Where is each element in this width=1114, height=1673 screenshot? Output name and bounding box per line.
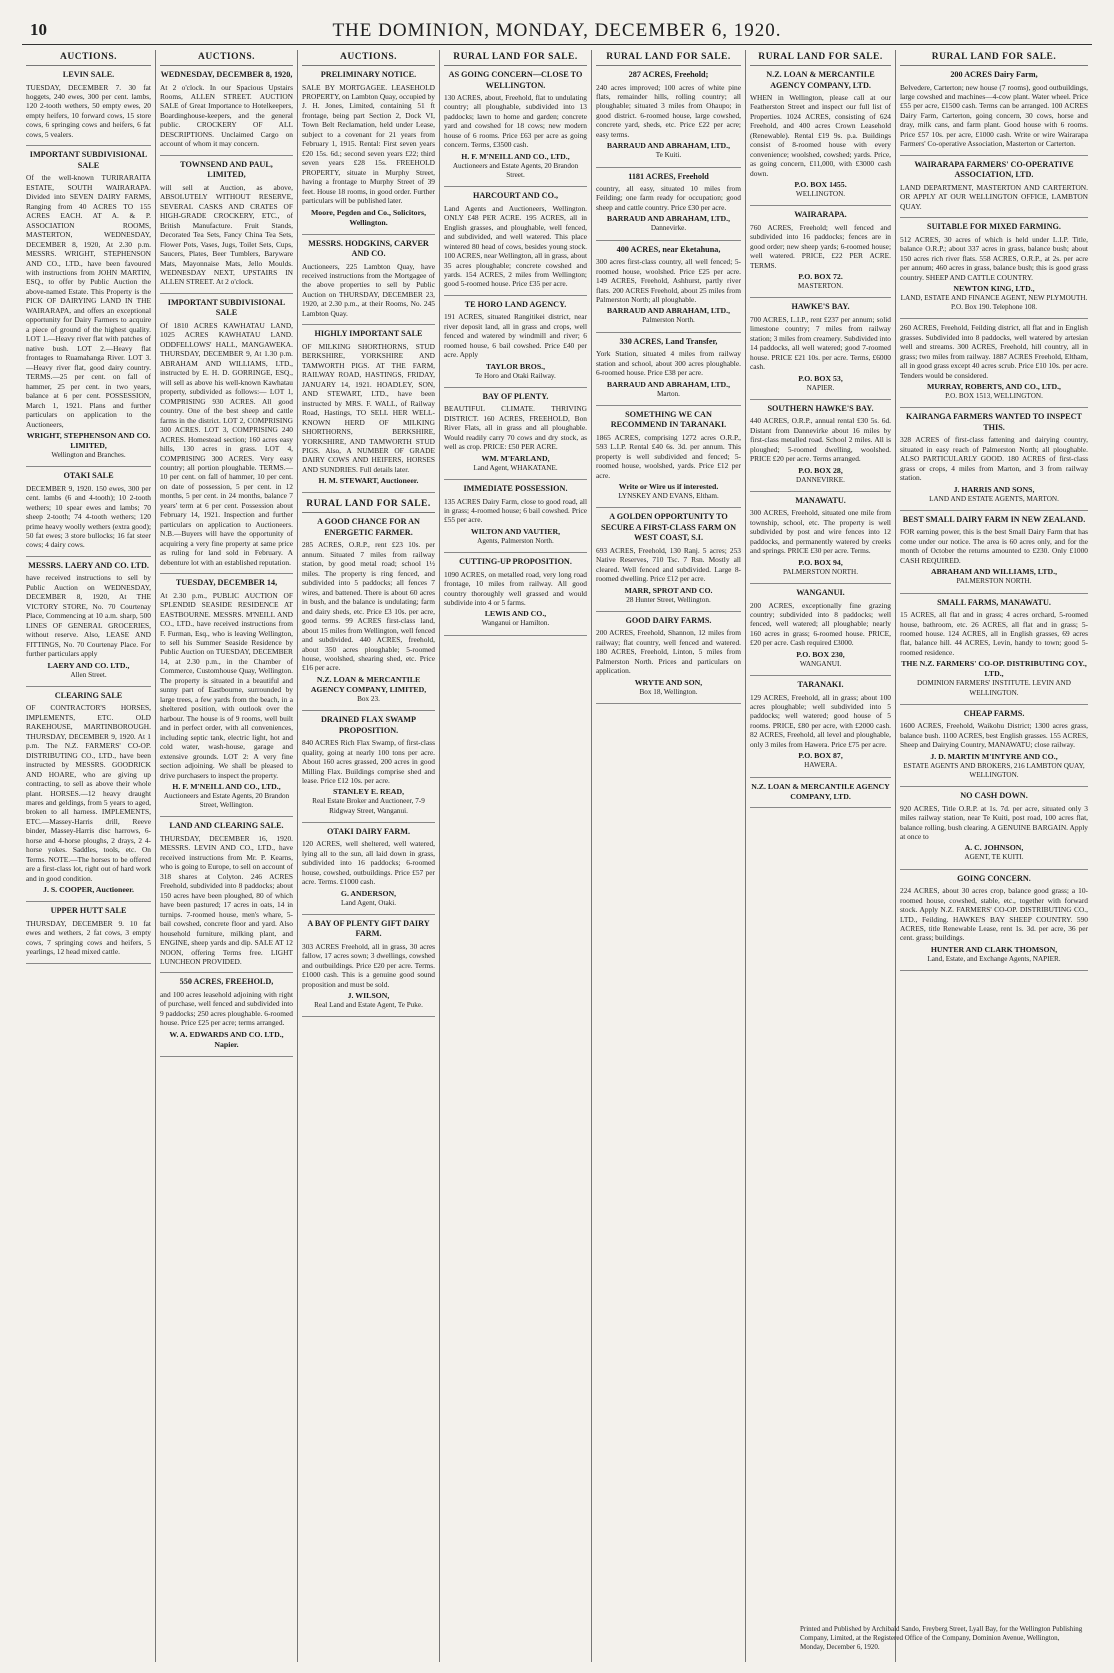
ad-heading: LAND AND CLEARING SALE. bbox=[169, 821, 284, 831]
ad-signature: J. S. COOPER, Auctioneer. bbox=[43, 885, 134, 895]
ad-signature: NEWTON KING, LTD., bbox=[953, 284, 1035, 294]
ad-address: WANGANUI. bbox=[799, 659, 842, 668]
ad-divider bbox=[444, 635, 587, 636]
ad-heading: MANAWATU. bbox=[795, 495, 846, 505]
ad-heading: GOING CONCERN. bbox=[957, 873, 1031, 883]
ad-signature: P.O. BOX 53, bbox=[798, 373, 843, 383]
ad-divider bbox=[26, 466, 151, 467]
ad-heading: CHEAP FARMS. bbox=[963, 708, 1025, 718]
advertisement bbox=[900, 791, 1088, 863]
ad-body: and 100 acres leasehold adjoining with right of purchase, well fenced and subdivided into 9 paddocks; 250 acres ploughable. 6-roomed house. Price £25 per acre; terms arranged. bbox=[160, 989, 293, 1028]
ad-heading: AS GOING CONCERN—CLOSE TO WELLINGTON. bbox=[448, 70, 583, 90]
ad-divider bbox=[900, 155, 1088, 156]
ad-address: Land Agent, Otaki. bbox=[340, 898, 397, 907]
ad-address: DANNEVIRKE. bbox=[796, 475, 845, 484]
advertisement bbox=[444, 300, 587, 381]
ad-address: Real Estate Broker and Auctioneer, 7-9 Ridgway Street, Wanganui. bbox=[312, 797, 425, 815]
ad-divider bbox=[596, 240, 741, 241]
ad-heading: A BAY OF PLENTY GIFT DAIRY FARM. bbox=[307, 918, 430, 939]
ad-address: Land, Estate, and Exchange Agents, NAPIER. bbox=[927, 954, 1061, 963]
ad-body: 191 ACRES, situated Rangitikei district, near river deposit land, all in grass and crops, well fenced and watered by windmill and river; 6 roomed house, 6 bail cowshed. Price £40 per acre. Apply bbox=[444, 312, 587, 360]
ad-body: 1865 ACRES, comprising 1272 acres O.R.P., 593 L.I.P. Rental £40 6s. 3d. per annum. This property is well subdivided and fenced; 5-roomed house, woolshed, yards. Price £12 per acre. bbox=[596, 432, 741, 480]
ad-address: LYNSKEY AND EVANS, Eltham. bbox=[618, 492, 719, 501]
ad-heading: HIGHLY IMPORTANT SALE bbox=[314, 329, 423, 339]
ad-divider bbox=[900, 786, 1088, 787]
ad-body: OF CONTRACTOR'S HORSES, IMPLEMENTS, ETC. OLD RAKEHOUSE, MARTINBOROUGH. THURSDAY, DECEMBER 9, 1920. At 1 p.m. The N.Z. FARMERS' CO-OP. DISTRIBUTING CO., LTD., have been instructed by MESSRS. GOODRICK AND HOARE, who are giving up contracting, to sell as above their whole plant. HORSES.—12 heavy draught mares and geldings, from 5 years to aged, broken to all harness. IMPLEMENTS, ETC.—Massey-Harris drill, Reeve binder, Massey-Harris disc harrows, 6-horse and 4-horse ploughs, 2 drays, 2 4-horse yokes. Saddles, tools, etc. On Terms. NOTE.—The horses to be offered are a first-class lot, right out of hard work and in good condition. bbox=[26, 703, 151, 883]
ad-body: 300 ACRES, Freehold, situated one mile from township, school, etc. The property is well subdivided by post and wire fences into 12 paddocks, and permanently watered by creeks and springs. PRICE £30 per acre. Terms. bbox=[750, 508, 891, 556]
advertisement bbox=[596, 616, 741, 697]
ad-divider bbox=[444, 295, 587, 296]
column-5 bbox=[592, 50, 746, 1662]
ad-signature: P.O. BOX 230, bbox=[796, 649, 845, 659]
ad-signature: BARRAUD AND ABRAHAM, LTD., bbox=[606, 379, 731, 389]
ad-body: 700 ACRES, L.I.P., rent £237 per annum; solid limestone country; 7 miles from railway station; 3 miles from creamery. Subdivided into 14 paddocks, all well watered; good 7-roomed house. PRICE £21 10s. per acre. Terms, £6000 cash. bbox=[750, 314, 891, 372]
advertisement bbox=[750, 588, 891, 669]
advertisement bbox=[444, 392, 587, 473]
ad-heading: WEDNESDAY, DECEMBER 8, 1920, bbox=[160, 70, 293, 79]
ad-divider bbox=[444, 387, 587, 388]
ad-signature: Write or Wire us if interested. bbox=[618, 482, 719, 492]
ad-divider bbox=[750, 297, 891, 298]
ad-heading: TARANAKI. bbox=[797, 680, 844, 690]
ad-signature: BARRAUD AND ABRAHAM, LTD., bbox=[606, 306, 731, 316]
ad-divider bbox=[160, 155, 293, 156]
ad-heading: IMPORTANT SUBDIVISIONAL SALE bbox=[167, 297, 286, 318]
ad-divider bbox=[302, 914, 435, 915]
ad-heading: N.Z. LOAN & MERCANTILE AGENCY COMPANY, LTD. bbox=[766, 70, 875, 90]
ad-signature: LAERY AND CO. LTD., bbox=[47, 660, 130, 670]
ad-heading: TOWNSEND AND PAUL, LIMITED, bbox=[180, 159, 273, 180]
ad-heading: NO CASH DOWN. bbox=[960, 791, 1028, 801]
ad-address: Wanganui or Hamilton. bbox=[481, 619, 550, 628]
ad-divider bbox=[444, 186, 587, 187]
ad-body: 240 acres improved; 100 acres of white pine flats, remainder hills, rolling country; all ploughable; situated 3 miles from Ohaupo; in good district. 6-roomed house, large cowshed, concrete yard, sheds, etc. Price £22 per acre; easy terms. bbox=[596, 82, 741, 139]
ad-body: At 2 o'clock. In our Spacious Upstairs Rooms, ALLEN STREET. AUCTION SALE of Great Importance to Hotelkeepers, Boardinghouse-keepers, and the general public. CROCKERY OF ALL DESCRIPTIONS. Unclaimed Cargo on account of whom it may concern. bbox=[160, 82, 293, 149]
ad-heading: BEST SMALL DAIRY FARM IN NEW ZEALAND. bbox=[902, 514, 1086, 524]
ad-body: 135 ACRES Dairy Farm, close to good road, all in grass; 4-roomed house; 6 bail cowshed. Price £55 per acre. bbox=[444, 496, 587, 525]
ad-signature: J. D. MARTIN M'INTYRE AND CO., bbox=[930, 751, 1058, 761]
advertisement bbox=[900, 412, 1088, 504]
ad-address: Real Land and Estate Agent, Te Puke. bbox=[314, 1001, 423, 1010]
newspaper-title: THE DOMINION, MONDAY, DECEMBER 6, 1920. bbox=[332, 20, 782, 41]
advertisement bbox=[750, 70, 891, 199]
ad-body: SALE BY MORTGAGEE. LEASEHOLD PROPERTY, on Lambton Quay, occupied by J. H. Jones, Limited, containing 51 ft frontage, being part Section 2, Dock VI, Town Belt Reclamation, held under Lease, subject to a covenant for 21 years from February 1, 1915. Rental: First seven years £20 15s. 6d.; second seven years £22; third seven years £28 15s. FREEHOLD PROPERTY, situate in Murphy Street, having a frontage to Murphy Street of 39 feet. House 18 rooms, in good order. Further particulars will be published later. bbox=[302, 82, 435, 206]
ad-body: 260 ACRES, Freehold, Feilding district, all flat and in English grasses. Subdivided into 8 paddocks, well watered by artesian well and streams. 300 ACRES, Freehold, hill country, all in grass; two miles from railway. 1887 ACRES Freehold, Eltham, all in good grass except 40 acres scrub. Price £10 10s. per acre. Tenders would be considered. bbox=[900, 323, 1088, 380]
ad-heading: BAY OF PLENTY. bbox=[482, 391, 549, 401]
ad-divider bbox=[750, 675, 891, 676]
advertisement bbox=[900, 598, 1088, 698]
ad-address: Palmerston North. bbox=[642, 316, 695, 325]
ad-heading: DRAINED FLAX SWAMP PROPOSITION. bbox=[320, 715, 417, 735]
advertisement bbox=[26, 691, 151, 895]
ad-signature: MURRAY, ROBERTS, AND CO., LTD., bbox=[926, 382, 1062, 392]
advertisement bbox=[444, 191, 587, 289]
ad-divider bbox=[302, 324, 435, 325]
ad-body: will sell at Auction, as above, ABSOLUTELY WITHOUT RESERVE, SEVERAL CASKS AND CRATES OF HIGH-GRADE CROCKERY, ETC., of British Manufacture. Fruit Stands, Decorated Tea Sets, Fancy China Tea Sets, Flower Pots, Vases, Jugs, Toilet Sets, Cups, Saucers, Plates, Beer Tumblers, Baryware Mats, Mayonnaise Mats, Jello Moulds. WEDNESDAY NEXT, UPSTAIRS IN ALLEN STREET. At 2 o'clock. bbox=[160, 182, 293, 287]
advertisement bbox=[302, 919, 435, 1011]
ad-address: Dannevirke. bbox=[650, 224, 687, 233]
ad-heading: WAIRARAPA FARMERS' CO-OPERATIVE ASSOCIATION, LTD. bbox=[914, 159, 1074, 180]
ad-address: P.O. BOX 1513, WELLINGTON. bbox=[945, 392, 1043, 401]
advertisement bbox=[302, 329, 435, 486]
advertisement bbox=[900, 70, 1088, 149]
column-heading: AUCTIONS. bbox=[26, 50, 151, 66]
advertisement bbox=[160, 298, 293, 567]
masthead bbox=[22, 18, 1092, 45]
ad-heading: PRELIMINARY NOTICE. bbox=[320, 70, 417, 79]
advertisement bbox=[750, 302, 891, 393]
ad-body: 130 ACRES, about, Freehold, flat to undulating country; all ploughable, subdivided into 13 paddocks; lawn to home and garden; concrete yard and cowshed for 18 cows; new modern house of 6 rooms. Price £63 per acre as going concern. Terms, £3500 cash. bbox=[444, 93, 587, 150]
ad-signature: J. HARRIS AND SONS, bbox=[953, 484, 1035, 494]
ad-address: WELLINGTON. bbox=[795, 190, 846, 199]
advertisement bbox=[444, 70, 587, 180]
ad-heading: IMMEDIATE POSSESSION. bbox=[463, 484, 568, 493]
advertisement bbox=[900, 160, 1088, 211]
ad-body: 760 ACRES, Freehold; well fenced and subdivided into 16 paddocks; fences are in good order; new sheep yards; 6-roomed house; well watered. PRICE, £22 PER ACRE. TERMS. bbox=[750, 222, 891, 270]
advertisement bbox=[302, 517, 435, 704]
advertisement bbox=[750, 680, 891, 771]
ad-signature: TAYLOR BROS., bbox=[485, 361, 546, 371]
column-6 bbox=[746, 50, 896, 1662]
ad-divider bbox=[160, 972, 293, 973]
ad-heading: SMALL FARMS, MANAWATU. bbox=[937, 597, 1051, 607]
ad-heading: 330 ACRES, Land Transfer, bbox=[619, 336, 718, 346]
ad-body: 15 ACRES, all flat and in grass; 4 acres orchard, 5-roomed house, bathroom, etc. 26 ACRES, all flat and in grass; 5-roomed house. 124 ACRES, all in English grasses, 69 acres flat, balance hill. 44 ACRES, Levin, handy to town; good 5-roomed residence. bbox=[900, 610, 1088, 657]
ad-heading: A GOOD CHANCE FOR AN ENERGETIC FARMER. bbox=[317, 517, 420, 537]
ad-body: 1090 ACRES, on metalled road, very long road frontage, 10 miles from railway. All good country thoroughly well grassed and would subdivide into 4 or 5 farms. bbox=[444, 569, 587, 607]
ad-divider bbox=[302, 234, 435, 235]
ad-address: PALMERSTON NORTH. bbox=[956, 577, 1032, 586]
ad-address: Auctioneers and Estate Agents, 20 Brandon Street, Wellington. bbox=[163, 791, 290, 810]
ad-divider bbox=[444, 479, 587, 480]
ad-body: Auctioneers, 225 Lambton Quay, have received instructions from the Mortgagee of the above properties to sell by Public Auction on THURSDAY, DECEMBER 23, 1920, at 2.30 p.m., at their Rooms, No. 245 Lambton Quay. bbox=[302, 261, 435, 318]
advertisement bbox=[26, 70, 151, 139]
advertisement bbox=[302, 70, 435, 228]
ad-divider bbox=[750, 399, 891, 400]
column-1 bbox=[22, 50, 156, 1662]
ad-signature: P.O. BOX 72. bbox=[798, 272, 843, 282]
ad-body: TUESDAY, DECEMBER 7. 30 fat hoggets, 240 ewes, 300 per cent. lambs, 120 2-tooth wethers, 50 empty ewes, 20 empty heifers, 10 forward cows, 15 store cows, 6 springing cows and heifers, 6 fat cows, 5 vealers. bbox=[26, 82, 151, 139]
ad-body: THURSDAY, DECEMBER 16, 1920. MESSRS. LEVIN AND CO., LTD., have received instructions from Mr. P. Kearns, who is going to Europe, to sell on account of 318 shares at Colyton. 246 ACRES Freehold, subdivided into 8 paddocks; about 150 acres have been ploughed, 80 of which have been pastured; 17 acres in oats, 14 in turnips. 7-roomed house, men's whare, 5-bail cowshed, concrete floor and yard. Also household furniture, milking plant, and ENGINE, sheep yards and dip. SALE AT 12 NOON, offering Terms free. LIGHT LUNCHEON PROVIDED. bbox=[160, 833, 293, 966]
advertisement bbox=[26, 561, 151, 680]
ad-body: York Station, situated 4 miles from railway station and school, about 300 acres ploughable. 6-roomed house. Price £38 per acre. bbox=[596, 349, 741, 378]
ad-heading: OTAKI SALE bbox=[63, 471, 114, 481]
advertisement bbox=[596, 337, 741, 399]
ad-divider bbox=[160, 293, 293, 294]
ad-divider bbox=[750, 777, 891, 778]
advertisement bbox=[750, 210, 891, 291]
ad-body: At 2.30 p.m., PUBLIC AUCTION OF SPLENDID SEASIDE RESIDENCE AT EASTBOURNE. MESSRS. M'NEILL AND CO., LTD., have received instructions from F. Furman, Esq., who is leaving Wellington, to sell his Summer Seaside Residence by Public Auction on TUESDAY, DECEMBER 14, at 2.30 p.m., in the Chamber of Commerce, Customhouse Quay, Wellington. The property is situated in a beautiful and sunny part of Eastbourne, surrounded by large trees, a few yards from the beach, in a sheltered position, with outlook over the harbour. The house is of 9 rooms, well built and in perfect order, with all conveniences, including septic tank, electric light, hot and cold water, wash-house, garage and extensive grounds. LOT 2: A very fine section adjoining. We shall be pleased to drive purchasers to inspect the property. bbox=[160, 590, 293, 780]
ad-body: country, all easy, situated 10 miles from Feilding; one farm ready for occupation; good sheep and cattle country. Price £30 per acre. bbox=[596, 184, 741, 212]
advertisement bbox=[900, 515, 1088, 587]
ad-divider bbox=[596, 507, 741, 508]
advertisement bbox=[26, 150, 151, 460]
ad-body: 200 ACRES, Freehold, Shannon, 12 miles from railway; flat country, well fenced and watered. 180 ACRES, Freehold, Linton, 5 miles from Palmerston North. Prices and particulars on application. bbox=[596, 628, 741, 676]
ad-divider bbox=[596, 332, 741, 333]
advertisement bbox=[900, 323, 1088, 401]
column-heading: RURAL LAND FOR SALE. bbox=[750, 50, 891, 66]
ad-address: MASTERTON. bbox=[797, 282, 844, 291]
advertisement bbox=[596, 172, 741, 234]
ad-signature: BARRAUD AND ABRAHAM, LTD., bbox=[606, 141, 731, 151]
advertisement bbox=[302, 239, 435, 319]
ad-heading: WANGANUI. bbox=[796, 588, 845, 597]
ad-signature: A. C. JOHNSON, bbox=[964, 843, 1024, 853]
ad-signature: J. WILSON, bbox=[347, 991, 390, 1001]
ad-body: Of the well-known TURIRARAITA ESTATE, SOUTH WAIRARAPA. Divided into SEVEN DAIRY FARMS, Ranging from 40 ACRES TO 155 ACRES EACH. AT A. & P. ASSOCIATION ROOMS, MASTERTON, WEDNESDAY, DECEMBER 8, 1920, At 2.30 p.m. MESSRS. WRIGHT, STEPHENSON AND CO., LTD., have been favoured with instructions from JOHN MARTIN, ESQ., to offer by Public Auction the above-named Estate. This Property is the PICK OF DAIRYING LAND IN THE WAIRARAPA, and offers an exceptional opportunity for Dairy Farmers to acquire a piece of ground of the highest quality. LOT 1.—Heavy river flat with patches of native bush. LOT 2.—Heavy flat frontages to Ruamahanga River. LOT 3.—Heavy river flat, good dairy country. TERMS.—25 per cent. on fall of hammer, 25 per cent. in two years, balance at 6 per cent. POSSESSION, March 1, 1921. Plans and further particulars on application to the Auctioneers, bbox=[26, 173, 151, 429]
ad-address: Te Horo and Otaki Railway. bbox=[475, 371, 556, 380]
ad-signature: Moore, Pegden and Co., Solicitors, Wellington. bbox=[310, 207, 427, 227]
column-heading: RURAL LAND FOR SALE. bbox=[596, 50, 741, 66]
ad-address: Wellington and Branches. bbox=[51, 450, 126, 459]
advertisement bbox=[596, 512, 741, 605]
ad-divider bbox=[302, 1016, 435, 1017]
ad-body: FOR earning power, this is the best Small Dairy Farm that has come under our notice. The area is 60 acres only, and for the month of October the returns amounted to £230. Only £1000 CASH REQUIRED. bbox=[900, 527, 1088, 565]
advertisement bbox=[26, 906, 151, 956]
advertisement bbox=[160, 70, 293, 149]
advertisement bbox=[750, 496, 891, 577]
ad-address: DOMINION FARMERS' INSTITUTE. LEVIN AND WELLINGTON. bbox=[917, 679, 1071, 697]
ad-heading: SOMETHING WE CAN RECOMMEND IN TARANAKI. bbox=[610, 409, 727, 430]
ad-body: 693 ACRES, Freehold, 130 Ranj. 5 acres; 253 Native Reserves, 710 Tsc. 7 Rsn. Mostly all cleared. Well fenced and subdivided. Large 8-roomed dwelling. Price £12 per acre. bbox=[596, 545, 741, 584]
ad-heading: MESSRS. HODGKINS, CARVER AND CO. bbox=[308, 238, 429, 259]
ad-heading: MESSRS. LAERY AND CO. LTD. bbox=[28, 560, 149, 570]
ad-heading: IMPORTANT SUBDIVISIONAL SALE bbox=[29, 150, 148, 170]
ad-divider bbox=[444, 552, 587, 553]
ad-body: Land Agents and Auctioneers, Wellington. ONLY £48 PER ACRE. 195 ACRES, all in English grasses, and ploughable, well fenced, and subdivided, and well watered. This place wintered 80 head of cows, besides young stock. 100 ACRES, near Wellington, all in grass, about 35 acres ploughable; concrete cowshed and yards. 154 ACRES, 2 miles from Wellington; good 5-roomed house. Price £35 per acre. bbox=[444, 203, 587, 289]
advertisement bbox=[596, 245, 741, 326]
ad-address: LAND AND ESTATE AGENTS, MARTON. bbox=[929, 494, 1059, 503]
ad-divider bbox=[900, 318, 1088, 319]
printer-imprint: Printed and Published by Archibald Sando, Freyberg Street, Lyall Bay, for the Wellington Publishing Company, Limited, at the Registered Office of the Company, Dominion Avenue, Wellington, Monday, December 6, 1920. bbox=[800, 1625, 1083, 1651]
advertisement bbox=[302, 715, 435, 816]
advertisement bbox=[444, 484, 587, 546]
ad-divider bbox=[596, 611, 741, 612]
ad-divider bbox=[900, 593, 1088, 594]
ad-divider bbox=[26, 145, 151, 146]
ad-body: 120 ACRES, well sheltered, well watered, lying all to the sun, all laid down in grass, subdivided into 16 paddocks; 6-roomed house, cowshed, outbuildings. Price £57 per acre. Terms. £1000 cash. bbox=[302, 839, 435, 887]
ad-heading: UPPER HUTT SALE bbox=[50, 906, 127, 916]
column-heading: AUCTIONS. bbox=[160, 50, 293, 66]
ad-divider bbox=[160, 816, 293, 817]
ad-divider bbox=[26, 963, 151, 964]
ad-body: DECEMBER 9, 1920. 150 ewes, 300 per cent. lambs (6 and 4-tooth); 10 2-tooth wethers; 10 spear ewes and lambs; 70 sheep 2-tooth; 74 4-tooth wethers; 120 prime heavy woolly wethers (extra good); 50 fat ewes; 3 store bullocks; 16 fat steer cows; 4 dairy cows. bbox=[26, 483, 151, 550]
advertisement bbox=[444, 557, 587, 629]
ad-heading: SOUTHERN HAWKE'S BAY. bbox=[767, 403, 874, 413]
ad-body: 129 ACRES, Freehold, all in grass; about 100 acres ploughable; well subdivided into 5 paddocks; well watered; good house of 5 rooms. PRICE, £80 per acre, with £2000 cash. 82 ACRES, Freehold, all level and ploughable, only 3 miles from Hawera. Price £75 per acre. bbox=[750, 692, 891, 749]
ad-signature: H. F. M'NEILL AND CO., LTD., bbox=[461, 151, 570, 161]
column-4 bbox=[440, 50, 592, 1662]
ad-divider bbox=[900, 407, 1088, 408]
ad-divider bbox=[302, 710, 435, 711]
ad-heading: 200 ACRES Dairy Farm, bbox=[950, 70, 1038, 79]
ad-divider bbox=[160, 1056, 293, 1057]
ad-heading: HAWKE'S BAY. bbox=[791, 302, 850, 312]
ad-body: 328 ACRES of first-class fattening and dairying country, situated in easy reach of Palmerston North; all ploughable. ALSO PARTICULARLY GOOD. 180 ACRES of first-class grass or crops, 4 miles from Marton, and 3 from railway station. bbox=[900, 435, 1088, 483]
ad-heading: SUITABLE FOR MIXED FARMING. bbox=[927, 222, 1061, 232]
ad-signature: H. F. M'NEILL AND CO., LTD., bbox=[172, 782, 281, 791]
ad-address: AGENT, TE KUITI. bbox=[964, 853, 1024, 862]
ad-heading: TUESDAY, DECEMBER 14, bbox=[175, 578, 278, 588]
ad-address: NAPIER. bbox=[806, 383, 835, 392]
advertisement bbox=[160, 578, 293, 810]
advertisement bbox=[900, 222, 1088, 312]
ad-divider bbox=[900, 704, 1088, 705]
ad-divider bbox=[750, 205, 891, 206]
ad-address: ESTATE AGENTS AND BROKERS, 216 LAMBTON QUAY, WELLINGTON. bbox=[903, 761, 1085, 779]
ad-signature: WRIGHT, STEPHENSON AND CO. LIMITED, bbox=[26, 430, 151, 450]
ad-signature: W. A. EDWARDS AND CO. LTD., Napier. bbox=[169, 1029, 284, 1049]
ad-divider bbox=[596, 703, 741, 704]
ad-signature: H. M. STEWART, Auctioneer. bbox=[318, 476, 419, 486]
ad-address: Agents, Palmerston North. bbox=[477, 536, 554, 545]
ad-divider bbox=[26, 686, 151, 687]
ad-heading: TE HORO LAND AGENCY. bbox=[464, 299, 567, 309]
advertisement bbox=[160, 977, 293, 1049]
ad-heading: 287 ACRES, Freehold; bbox=[628, 70, 709, 79]
ad-heading: 550 ACRES, FREEHOLD, bbox=[179, 977, 274, 987]
advertisement bbox=[596, 410, 741, 502]
ad-divider bbox=[750, 583, 891, 584]
ad-divider bbox=[596, 405, 741, 406]
ad-signature: WILTON AND VAUTIER, bbox=[470, 526, 561, 536]
ad-heading: WAIRARAPA. bbox=[794, 210, 847, 220]
ad-divider bbox=[900, 970, 1088, 971]
ad-divider bbox=[900, 869, 1088, 870]
ad-signature: N.Z. LOAN & MERCANTILE AGENCY COMPANY, LTD. bbox=[751, 781, 890, 801]
ad-body: 285 ACRES, O.R.P., rent £23 10s. per annum. Situated 7 miles from railway station, by good metal road; school 1½ miles. The property is ring fenced, and subdivided into 5 paddocks; all fences 7 wires, and battened. There is about 60 acres in bush, and the balance is undulating; farm and dairy sheds, etc. Price £3 10s. per acre, good terms. 99 ACRES first-class land, about 15 miles from Wellington, well fenced and subdivided. 440 ACRES, freehold, about 350 acres ploughable; 5-roomed house, woolshed, shearing shed, etc. Price £16 per acre. bbox=[302, 540, 435, 673]
ad-body: WHEN in Wellington, please call at our Featherston Street and inspect our full list of Properties. 1024 ACRES, consisting of 624 Freehold, and 400 acres Crown Leasehold (Renewable). Rental £19 9s. p.a. Buildings consist of 8-roomed house with every convenience; woolshed, cowshed; yards. Price, as going concern, £11,000, with £3000 cash down. bbox=[750, 93, 891, 178]
ad-heading: CUTTING-UP PROPOSITION. bbox=[459, 557, 572, 567]
ad-address: PALMERSTON NORTH. bbox=[782, 567, 859, 576]
ad-address: LAND, ESTATE AND FINANCE AGENT, NEW PLYMOUTH. P.O. Box 190. Telephone 108. bbox=[900, 294, 1088, 312]
ad-heading: KAIRANGA FARMERS WANTED TO INSPECT THIS. bbox=[906, 412, 1082, 432]
ad-body: 920 ACRES, Title O.R.P. at 1s. 7d. per acre, situated only 3 miles railway station, near Te Kuiti, post road, 100 acres flat, balance rolling, bush clearing. A GENUINE BARGAIN. Apply at once to bbox=[900, 803, 1088, 841]
ad-body: 300 acres first-class country, all well fenced; 5-roomed house, woolshed. Price £25 per acre. 149 ACRES, Freehold, Ashhurst, partly river flats. 200 ACRES Freehold, about 25 miles from Palmerston North; all ploughable. bbox=[596, 257, 741, 304]
ad-address: Te Kuiti. bbox=[655, 151, 682, 160]
advertisement bbox=[596, 70, 741, 161]
ad-heading: 1181 ACRES, Freehold bbox=[628, 171, 709, 181]
ad-signature: P.O. BOX 87, bbox=[798, 751, 843, 761]
ad-address: Box 18, Wellington. bbox=[639, 687, 698, 696]
section-heading: RURAL LAND FOR SALE. bbox=[302, 497, 435, 513]
page-number: 10 bbox=[30, 20, 47, 39]
advertisement bbox=[160, 160, 293, 287]
advertisement bbox=[750, 404, 891, 485]
ad-divider bbox=[26, 556, 151, 557]
ad-signature: HUNTER AND CLARK THOMSON, bbox=[930, 944, 1058, 954]
advertisement bbox=[160, 821, 293, 966]
ad-divider bbox=[900, 217, 1088, 218]
ad-signature: MARR, SPROT AND CO. bbox=[624, 585, 713, 595]
ad-heading: LEVIN SALE. bbox=[62, 70, 115, 79]
ad-body: Belvedere, Carterton; new house (7 rooms), good outbuildings, large cowshed and machines—4-cow plant. Water wheel. Price £55 per acre, £1500 cash. Terms can be arranged. 100 ACRES Dairy Farm, Carterton, going concern, 30 cows, horse and dray, milk cans, and farm plant. Good house with 6 rooms. Price £57 10s. per acre, £1000 cash. Write or wire Wairarapa Farmers' Co-operative Association, Masterton or Carterton. bbox=[900, 82, 1088, 149]
ad-signature: G. ANDERSON, bbox=[340, 888, 397, 898]
column-heading: RURAL LAND FOR SALE. bbox=[900, 50, 1088, 66]
ad-signature: P.O. BOX 94, bbox=[798, 557, 843, 567]
ad-signature: THE N.Z. FARMERS' CO-OP. DISTRIBUTING COY., LTD., bbox=[901, 659, 1087, 679]
ad-divider bbox=[750, 807, 891, 808]
ad-divider bbox=[596, 167, 741, 168]
ad-body: have received instructions to sell by Public Auction on WEDNESDAY, DECEMBER 8, 1920, At THE VICTORY STORE, No. 70 Courtenay Place, Commencing at 10 a.m. sharp, 500 LINES OF GENERAL GROCERIES, without reserve. Also, LEASE AND FITTINGS, No. 70 Courtenay Place. For further particulars apply bbox=[26, 573, 151, 659]
ad-signature: ABRAHAM AND WILLIAMS, LTD., bbox=[930, 567, 1058, 577]
ad-body: 303 ACRES Freehold, all in grass, 30 acres fallow, 17 acres sown; 3 dwellings, cowshed and outbuildings. Price £20 per acre. Terms. £1000 cash. This is a genuine good sound proposition and must be sold. bbox=[302, 941, 435, 989]
ad-body: 840 ACRES Rich Flax Swamp, of first-class quality, going at nearly 100 tons per acre. About 160 acres grassed, 200 acres in good Milling Flax. Buildings comprise shed and lease. Price £12 10s. per acre. bbox=[302, 738, 435, 785]
ad-body: 1600 ACRES, Freehold, Waikohu District; 1300 acres grass, balance bush. 1100 ACRES, best English grasses. 155 ACRES, Sheep and Dairying Country, MANAWATU; close railway. bbox=[900, 721, 1088, 750]
ad-body: 440 ACRES, O.R.P., annual rental £30 5s. 6d. Distant from Dannevirke about 16 miles by first-class metalled road. School 2 miles. All is ploughed; 5-roomed dwelling, woolshed. PRICE £20 per acre. Terms arranged. bbox=[750, 416, 891, 464]
advertisement bbox=[900, 709, 1088, 780]
ad-address: Auctioneers and Estate Agents, 20 Brandon Street. bbox=[452, 161, 579, 179]
ad-signature: WM. M'FARLAND, bbox=[481, 453, 550, 463]
ad-body: 224 ACRES, about 30 acres crop, balance good grass; a 10-roomed house, cowshed, stable, etc., together with forward stock. Apply N.Z. FARMERS' CO-OP. DISTRIBUTING CO., LTD., Feilding. HAWKE'S BAY SHEEP COUNTRY. 590 ACRES, title Renewable Lease, rent 1s. 3d. per acre, 36 per cent. grass; buildings. bbox=[900, 886, 1088, 943]
ad-address: HAWERA. bbox=[804, 761, 837, 770]
ad-body: Of 1810 ACRES KAWHATAU LAND, 1025 ACRES KAWHATAU LAND. ODDFELLOWS' HALL, MANGAWEKA. THURSDAY, DECEMBER 9, At 1.30 p.m. ABRAHAM AND WILLIAMS, LTD., instructed by E. H. D. GORRINGE, ESQ., will sell as above his well-known Kawhatau property, subdivided as follows:— LOT 1, COMPRISING 930 ACRES. All good country. One of the best sheep and cattle farms in the district. LOT 2, COMPRISING 300 ACRES. LOT 3, COMPRISING 240 ACRES. Homestead section; 160 acres easy hills, 130 acres in grass. LOT 4, COMPRISING 300 ACRES. Very easy country; all portion ploughable. TERMS.—10 per cent. on fall of hammer, 10 per cent. on date of possession, 5 per cent. in 12 months, 5 per cent. in 24 months, balance 7 years' term at 6 per cent. Possession about February 14, 1921. Inspection and further particulars on application to Auctioneers. N.B.—Buyers will have the opportunity of acquiring a very fine property at same price as ruling for land sold in February. A debenture lot with an established reputation. bbox=[160, 320, 293, 567]
ad-divider bbox=[26, 901, 151, 902]
advertisement bbox=[750, 782, 891, 802]
ad-body: THURSDAY, DECEMBER 9. 10 fat ewes and wethers, 2 fat cows, 3 empty cows, 7 springing cows and heifers, 5 yearlings, 12 head mixed cattle. bbox=[26, 918, 151, 957]
ad-signature: P.O. BOX 28, bbox=[798, 465, 843, 475]
ad-divider bbox=[302, 822, 435, 823]
ad-signature: BARRAUD AND ABRAHAM, LTD., bbox=[606, 214, 731, 224]
ad-signature: STANLEY E. READ, bbox=[332, 787, 405, 797]
ad-signature: N.Z. LOAN & MERCANTILE AGENCY COMPANY, LIMITED, bbox=[310, 674, 427, 694]
ad-body: 512 ACRES, 30 acres of which is held under L.I.P. Title, balance O.R.P.; about 337 acres in grass, balance bush; about 150 acres rich river flats. 558 ACRES, O.R.P., at 2s. per acre per annum; 460 acres in grass, balance bush; this is good grass country. SHEEP AND CATTLE COUNTRY. bbox=[900, 234, 1088, 282]
advertisement bbox=[26, 471, 151, 550]
ad-heading: OTAKI DAIRY FARM. bbox=[326, 826, 411, 836]
ad-heading: HARCOURT AND CO., bbox=[472, 191, 559, 201]
ad-address: 28 Hunter Street, Wellington. bbox=[626, 595, 711, 604]
column-heading: AUCTIONS. bbox=[302, 50, 435, 66]
ad-divider bbox=[160, 573, 293, 574]
ad-address: Land Agent, WHAKATANE. bbox=[473, 463, 558, 472]
advertisement bbox=[302, 827, 435, 908]
advertisement bbox=[900, 874, 1088, 965]
ad-body: OF MILKING SHORTHORNS, STUD BERKSHIRE, YORKSHIRE AND TAMWORTH PIGS. AT THE FARM, RAILWAY ROAD, HASTINGS, FRIDAY, JANUARY 14, 1921. HOADLEY, SON, AND STEWART, LTD., have been instructed by MRS. F. WALL, of Railway Road, Hastings, TO SELL HER WELL-KNOWN HERD OF MILKING SHORTHORNS, BERKSHIRE, YORKSHIRE, AND TAMWORTH STUD PIGS. Also, A NUMBER OF GRADE DAIRY COWS AND HEIFERS, HORSES AND SUNDRIES. Full details later. bbox=[302, 341, 435, 474]
ad-address: Marton. bbox=[657, 389, 680, 398]
column-3 bbox=[298, 50, 440, 1662]
ad-heading: CLEARING SALE bbox=[54, 690, 123, 700]
ad-heading: A GOLDEN OPPORTUNITY TO SECURE A FIRST-CLASS FARM ON WEST COAST, S.I. bbox=[600, 512, 737, 543]
column-heading: RURAL LAND FOR SALE. bbox=[444, 50, 587, 66]
ad-heading: GOOD DAIRY FARMS. bbox=[625, 615, 712, 625]
column-7 bbox=[896, 50, 1092, 1662]
ad-heading: 400 ACRES, near Eketahuna, bbox=[616, 244, 721, 254]
ad-address: Box 23. bbox=[357, 694, 380, 703]
ad-signature: P.O. BOX 1455. bbox=[794, 180, 847, 190]
ad-body: BEAUTIFUL CLIMATE. THRIVING DISTRICT. 160 ACRES, FREEHOLD, Bon River Flats, all in grass and all ploughable. Would readily carry 70 cows and dry stock, as well as crop. PRICE: £50 PER ACRE. bbox=[444, 404, 587, 452]
ad-signature: WRYTE AND SON, bbox=[634, 677, 703, 687]
column-2 bbox=[156, 50, 298, 1662]
ad-divider bbox=[750, 491, 891, 492]
ad-body: 200 ACRES, exceptionally fine grazing country; subdivided into 8 paddocks; well fenced, well watered; all ploughable; nearly 160 acres in grass; 6-roomed house. PRICE, £20 per acre. Cash required £3000. bbox=[750, 600, 891, 648]
ad-signature: LEWIS AND CO., bbox=[484, 609, 547, 619]
ad-address: Allen Street. bbox=[70, 670, 107, 679]
ad-body: LAND DEPARTMENT, MASTERTON AND CARTERTON. OR APPLY AT OUR WELLINGTON OFFICE, LAMBTON QUAY. bbox=[900, 182, 1088, 211]
ad-divider bbox=[302, 492, 435, 493]
ad-divider bbox=[900, 510, 1088, 511]
